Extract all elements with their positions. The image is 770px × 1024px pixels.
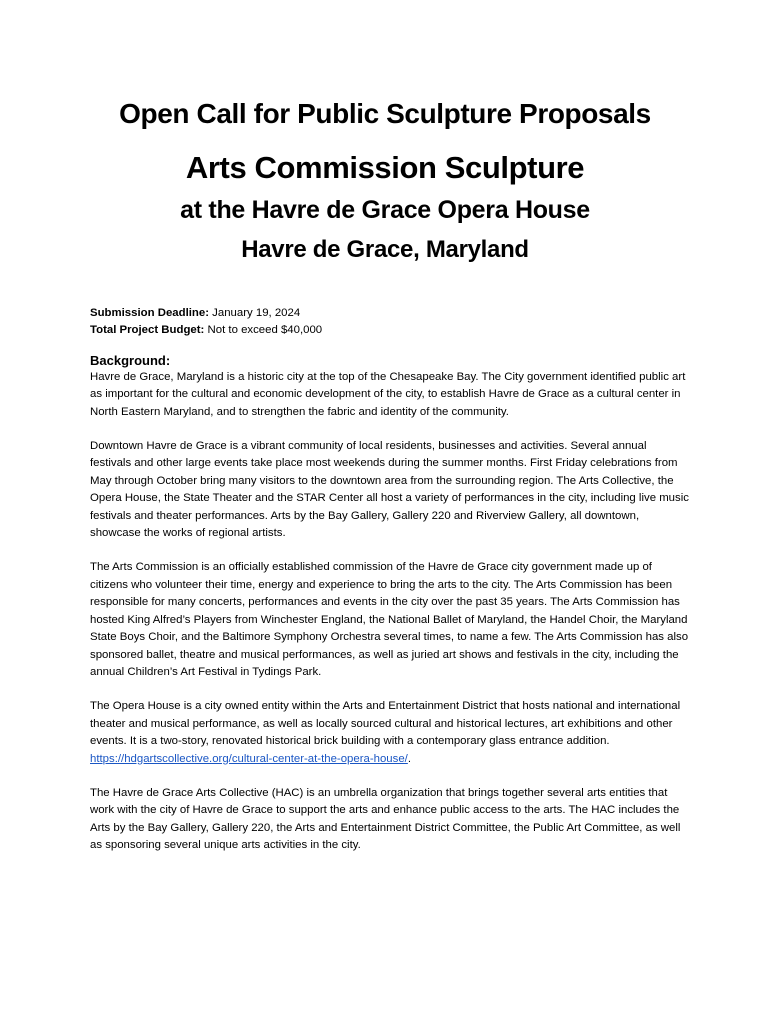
title-line-2: Arts Commission Sculpture bbox=[185, 150, 585, 185]
title-line-1: Open Call for Public Sculpture Proposals bbox=[119, 98, 651, 129]
paragraph-4 bbox=[90, 698, 690, 768]
paragraph-1: Havre de Grace, Maryland is a historic city at the top of the Chesapeake Bay. The City government identified public art as important for the cultural and economic development of the city, to establish Havre de Grace as a cultural center in North Eastern Maryland, and to strengthen the fabric and identity of the community. bbox=[90, 370, 686, 418]
paragraph-3: The Arts Commission is an officially established commission of the Havre de Grace city government made up of citizens who volunteer their time, energy and experience to bring the arts to the city. The Arts Commission has been responsible for many concerts, performances and events in the city over the past 35 years. The Arts Commission has hosted King Alfred’s Players from Winchester England, the National Ballet of Maryland, the Handel Choir, the Maryland State Boys Choir, and the Baltimore Symphony Orchestra several times, to name a few. The Arts Commission has also sponsored ballet, theatre and musical performances, as well as juried art shows and festivals in the city, including the annual Children’s Art Festival in Tydings Park. bbox=[90, 561, 689, 678]
title-line-3: at the Havre de Grace Opera House bbox=[180, 196, 590, 224]
opera-house-link[interactable]: https://hdgartscollective.org/cultural-center-at-the-opera-house/ bbox=[90, 752, 408, 765]
title-line-4: Havre de Grace, Maryland bbox=[241, 236, 529, 263]
deadline-value: January 19, 2024 bbox=[209, 307, 301, 319]
paragraph-4-period: . bbox=[407, 752, 412, 765]
paragraph-5: The Havre de Grace Arts Collective (HAC) is an umbrella organization that brings together several arts entities that work with the city of Havre de Grace to support the arts and enhance public access to the arts. The HAC includes the Arts by the Bay Gallery, Gallery 220, the Arts and Entertainment District Committee, the Public Art Committee, as well as sponsoring several unique arts activities in the city. bbox=[90, 786, 681, 852]
deadline-line bbox=[90, 305, 690, 322]
budget-label: Total Project Budget: bbox=[90, 324, 205, 337]
paragraph-4-text: The Opera House is a city owned entity within the Arts and Entertainment District that hosts national and international theater and musical performance, as well as locally sourced cultural and historical lectures, art exhibitions and other events. It is a two-story, renovated historical brick building with a contemporary glass entrance addition. bbox=[90, 700, 681, 748]
document-body bbox=[90, 305, 690, 872]
paragraph-2: Downtown Havre de Grace is a vibrant community of local residents, businesses and activities. Several annual festivals and other large events take place most weekends during the summer months. First Friday celebrations from May through October bring many visitors to the downtown area from the surrounding region. The Arts Collective, the Opera House, the State Theater and the STAR Center all host a variety of performances in the city, including live music festivals and theater performances. Arts by the Bay Gallery, Gallery 220 and Riverview Gallery, all downtown, showcase the works of regional artists. bbox=[90, 440, 689, 540]
budget-line bbox=[90, 322, 690, 339]
budget-value: Not to exceed $40,000 bbox=[204, 324, 323, 337]
deadline-label: Submission Deadline: bbox=[90, 307, 209, 319]
background-heading: Background: bbox=[90, 352, 171, 368]
